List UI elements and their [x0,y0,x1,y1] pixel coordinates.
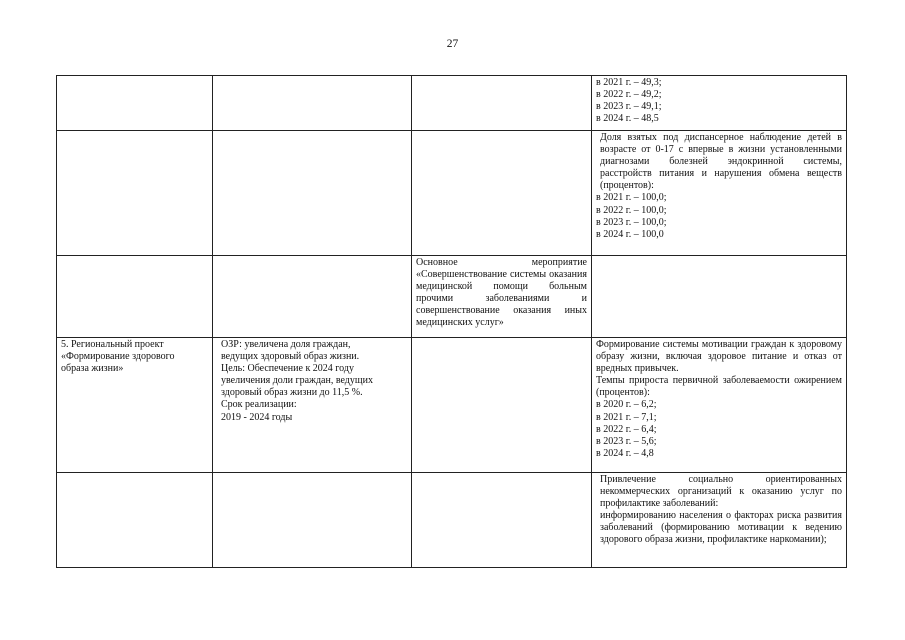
goal-line: Срок реализации: [221,399,297,411]
cell-measure [412,256,592,338]
cell-project [57,131,213,256]
cell-goal [213,76,412,131]
cell-indicators [592,338,847,473]
cell-measure [412,131,592,256]
project-name-line: «Формирование здорового [61,351,175,363]
table-row [57,256,847,338]
table-row [57,76,847,131]
indicator-value: в 2023 г. – 100,0; [596,216,667,228]
cell-project [57,256,213,338]
indicator-value: в 2024 г. – 100,0 [596,228,664,240]
program-table [56,75,847,568]
goal-line: увеличения доли граждан, ведущих [221,375,373,387]
table-row [57,473,847,568]
indicator-title: Формирование системы мотивации граждан к здоровому образу жизни, включая здоровое питание и отказ от вредных привычек. [596,339,842,375]
cell-indicators [592,131,847,256]
indicator-value: в 2021 г. – 7,1; [596,411,657,423]
table-row [57,338,847,473]
goal-line: здоровый образ жизни до 11,5 %. [221,387,363,399]
cell-goal [213,256,412,338]
project-name-line: 5. Региональный проект [61,339,164,350]
goal-line: Цель: Обеспечение к 2024 году [221,363,354,375]
cell-goal [213,473,412,568]
cell-project [57,473,213,568]
indicator-value: в 2023 г. – 49,1; [596,101,662,113]
cell-goal [213,338,412,473]
cell-indicators [592,473,847,568]
goal-line: 2019 - 2024 годы [221,411,293,423]
indicator-title: Доля взятых под диспансерное наблюдение детей в возрасте от 0-17 с впервые в жизни установленными диагнозами болезней эндокринной системы, расстройств питания и нарушения обмена веществ (процентов): [600,132,842,192]
indicator-value: в 2020 г. – 6,2; [596,399,657,411]
cell-project [57,338,213,473]
table-row [57,131,847,256]
goal-line: ОЗР: увеличена доля граждан, [221,339,351,350]
indicator-value: в 2021 г. – 49,3; [596,77,662,88]
indicator-value: в 2024 г. – 48,5 [596,113,659,125]
indicator-title: информированию населения о факторах риска развития заболеваний (формированию мотивации к ведению здорового образа жизни, профилактике наркомании); [600,510,842,546]
indicator-value: в 2021 г. – 100,0; [596,192,667,204]
cell-project [57,76,213,131]
indicator-value: в 2023 г. – 5,6; [596,435,657,447]
indicator-title: Темпы прироста первичной заболеваемости ожирением (процентов): [596,375,842,399]
main-measure-title: Основное мероприятие «Совершенствование системы оказания медицинской помощи больным прочими заболеваниями и совершенствование оказания иных медицинских услуг» [416,257,587,329]
indicator-value: в 2024 г. – 4,8 [596,447,654,459]
project-name-line: образа жизни» [61,363,124,375]
cell-goal [213,131,412,256]
indicator-value: в 2022 г. – 100,0; [596,204,667,216]
indicator-title: Привлечение социально ориентированных некоммерческих организаций к оказанию услуг по профилактике заболеваний: [600,474,842,510]
goal-line: ведущих здоровый образ жизни. [221,351,360,363]
indicator-value: в 2022 г. – 6,4; [596,423,657,435]
cell-indicators [592,256,847,338]
page-number: 27 [446,38,459,50]
indicator-value: в 2022 г. – 49,2; [596,89,662,101]
cell-measure [412,338,592,473]
cell-measure [412,473,592,568]
cell-measure [412,76,592,131]
cell-indicators [592,76,847,131]
